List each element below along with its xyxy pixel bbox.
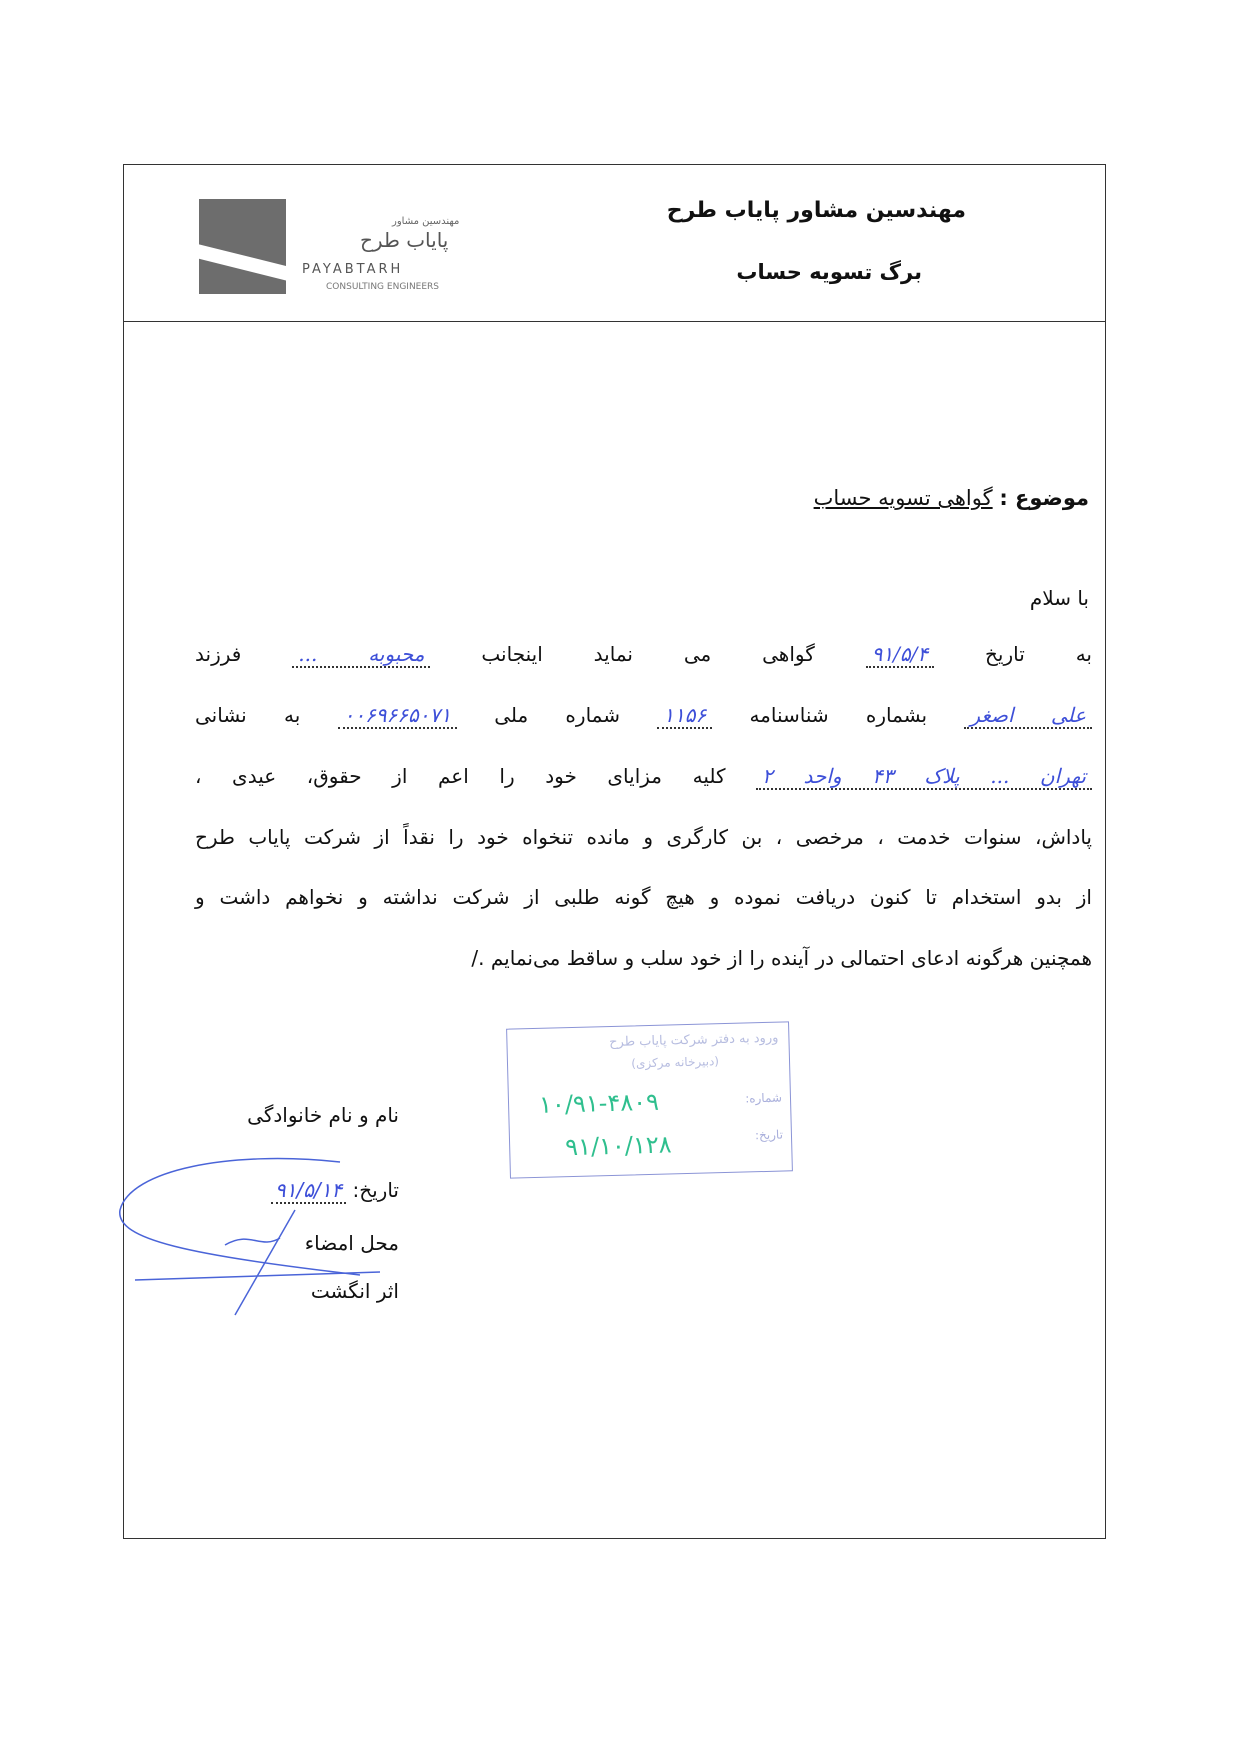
text: شماره ملی — [494, 703, 620, 727]
date-label: تاریخ: — [352, 1178, 399, 1202]
stamp-date-label: تاریخ: — [754, 1127, 784, 1143]
subject-value: گواهی تسویه حساب — [813, 486, 993, 510]
handwritten-signature-icon — [110, 1150, 410, 1320]
body-line-6: همچنین هرگونه ادعای احتمالی در آینده را از خود سلب و ساقط می‌نمایم ./ — [471, 946, 1092, 970]
id-number-field: ۱۱۵۶ — [657, 703, 712, 729]
greeting: با سلام — [1029, 586, 1089, 610]
company-title: مهندسین مشاور پایاب طرح — [666, 198, 966, 223]
national-code-field: ۰۰۶۹۶۶۵۰۷۱ — [338, 703, 457, 729]
text: بشماره شناسنامه — [749, 703, 928, 727]
text: گواهی می نماید اینجانب — [481, 642, 815, 666]
father-name-field: علی اصغر — [964, 703, 1092, 729]
stamp-sub: (دبیرخانه مرکزی) — [631, 1054, 720, 1071]
logo-fa-small: مهندسین مشاور — [392, 216, 460, 227]
address-field: تهران ... پلاک ۴۳ واحد ۲ — [756, 764, 1092, 790]
body-line-1 — [195, 642, 1092, 666]
header-divider — [123, 321, 1106, 322]
signature-place-label: محل امضاء — [304, 1231, 399, 1255]
signature-date-value: ۹۱/۵/۱۴ — [271, 1178, 346, 1204]
stamp-date: ۹۱/۱۰/۱۲۸ — [564, 1130, 672, 1162]
stamp-number-label: شماره: — [745, 1090, 783, 1106]
date-field: ۹۱/۵/۴ — [866, 642, 934, 668]
text: به نشانی — [195, 703, 301, 727]
stamp-org: ورود به دفتر شرکت پایاب طرح — [608, 1030, 779, 1051]
subject-label: موضوع : — [999, 486, 1089, 510]
form-title: برگ تسویه حساب — [736, 260, 922, 284]
logo-en-name: PAYABTARH — [302, 262, 404, 277]
fingerprint-label: اثر انگشت — [310, 1279, 399, 1303]
logo-en-sub: CONSULTING ENGINEERS — [326, 282, 440, 292]
body-line-2 — [195, 703, 1092, 727]
name-label: نام و نام خانوادگی — [247, 1103, 399, 1127]
name-field: محبوبه ... — [292, 642, 430, 668]
logo-fa-name: پایاب طرح — [360, 228, 449, 252]
stamp-number: ۱۰/۹۱-۴۸۰۹ — [538, 1087, 660, 1119]
body-line-3 — [195, 764, 1092, 788]
document-frame — [123, 164, 1106, 1539]
body-line-4: پاداش، سنوات خدمت ، مرخصی ، بن کارگری و مانده تنخواه خود را نقداً از شرکت پایاب طرح — [195, 825, 1092, 849]
company-logo-icon — [199, 199, 286, 294]
text: کلیه مزایای خود را اعم از حقوق، عیدی ، — [195, 764, 726, 788]
receipt-stamp — [506, 1021, 793, 1178]
subject — [814, 486, 1089, 510]
body-line-5: از بدو استخدام تا کنون دریافت نموده و هیچ گونه طلبی از شرکت نداشته و نخواهم داشت و — [195, 885, 1092, 909]
text: فرزند — [195, 642, 242, 666]
text: به تاریخ — [985, 642, 1092, 666]
